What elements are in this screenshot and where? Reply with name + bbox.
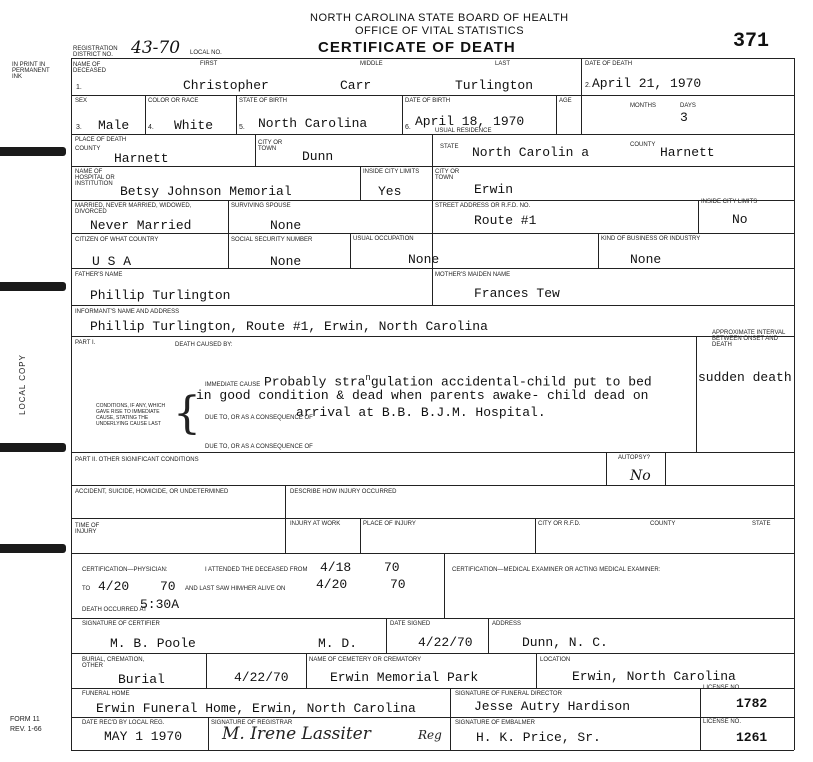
street-value: Route #1: [474, 213, 537, 228]
side-label: LOCAL COPY: [17, 354, 27, 415]
rule: [71, 688, 794, 689]
divider: [255, 134, 256, 166]
divider: [698, 200, 699, 233]
certifier-sig-label: SIGNATURE OF CERTIFIER: [82, 621, 160, 627]
describe-injury-label: DESCRIBE HOW INJURY OCCURRED: [290, 489, 397, 495]
autopsy-value: No: [630, 468, 651, 484]
mother-value: Frances Tew: [474, 286, 560, 301]
divider: [665, 452, 666, 485]
middle-name-value: Carr: [340, 78, 372, 93]
business-label: KIND OF BUSINESS OR INDUSTRY: [601, 236, 701, 242]
informant-value: Phillip Turlington, Route #1, Erwin, North Carolina: [90, 319, 488, 334]
rule: [71, 452, 794, 453]
ssn-label: SOCIAL SECURITY NUMBER: [231, 237, 313, 243]
cause-line-2: in good condition & dead when parents awake- child dead on: [196, 388, 649, 403]
license-label: LICENSE NO.: [703, 685, 742, 691]
res-county-value: Harnett: [660, 145, 715, 160]
date-of-birth-value: April 18, 1970: [415, 114, 525, 129]
cause-line-3: arrival at B.B. B.J.M. Hospital.: [296, 405, 546, 420]
date-signed-value: 4/22/70: [418, 635, 473, 650]
cert-medical-label: CERTIFICATION—MEDICAL EXAMINER OR ACTING MEDICAL EXAMINER:: [452, 567, 661, 573]
divider: [700, 688, 701, 750]
first-name-value: Christopher: [183, 78, 269, 93]
date-of-birth-label: DATE OF BIRTH: [405, 98, 451, 104]
race-label: COLOR OR RACE: [148, 98, 199, 104]
registration-label: REGISTRATION DISTRICT NO.: [73, 46, 118, 58]
time-injury-label: TIME OF INJURY: [75, 523, 100, 535]
location-value: Erwin, North Carolina: [572, 669, 736, 684]
occurred-at-value: 5:30A: [140, 597, 180, 612]
marital-label: MARRIED, NEVER MARRIED, WIDOWED, DIVORCED: [75, 203, 192, 215]
hospital-label: NAME OF HOSPITAL OR INSTITUTION: [75, 169, 115, 187]
divider: [535, 518, 536, 553]
spouse-value: None: [270, 218, 302, 233]
rule: [71, 336, 794, 337]
burial-date-value: 4/22/70: [234, 670, 289, 685]
part-one-label: PART I.: [75, 340, 96, 346]
city-label: CITY OR TOWN: [258, 140, 283, 152]
embalmer-label: SIGNATURE OF EMBALMER: [455, 720, 535, 726]
registrar-mark: Reg: [418, 728, 442, 742]
divider: [285, 518, 286, 553]
interval-label: APPROXIMATE INTERVAL BETWEEN ONSET AND DEATH: [712, 330, 786, 348]
state-of-birth-label: STATE OF BIRTH: [239, 98, 288, 104]
divider: [606, 452, 607, 485]
business-value: None: [630, 252, 662, 267]
divider: [450, 688, 451, 750]
injury-county-label: COUNTY: [650, 521, 676, 527]
divider: [432, 134, 433, 268]
place-injury-label: PLACE OF INJURY: [363, 521, 416, 527]
field-number: 3.: [76, 124, 82, 131]
cemetery-value: Erwin Memorial Park: [330, 670, 479, 685]
last-name-value: Turlington: [455, 78, 534, 93]
funeral-director-value: Jesse Autry Hardison: [474, 699, 631, 714]
county-label: COUNTY: [75, 146, 101, 152]
margin-tab: [0, 544, 66, 553]
res-inside-city-value: No: [732, 212, 748, 227]
rule: [71, 717, 794, 718]
father-label: FATHER'S NAME: [75, 272, 123, 278]
divider: [581, 58, 582, 134]
sex-label: SEX: [75, 98, 88, 104]
city-rfd-label: CITY OR R.F.D.: [538, 521, 581, 527]
last-saw-year: 70: [390, 577, 406, 592]
funeral-license-value: 1782: [736, 696, 768, 711]
registration-value: 43-70: [131, 38, 181, 58]
spouse-label: SURVIVING SPOUSE: [231, 203, 291, 209]
cert-physician-label: CERTIFICATION—PHYSICIAN:: [82, 567, 168, 573]
field-number: 5.: [239, 124, 245, 131]
mother-label: MOTHER'S MAIDEN NAME: [435, 272, 511, 278]
rule: [71, 485, 794, 486]
divider: [208, 717, 209, 750]
embalmer-license-value: 1261: [736, 730, 768, 745]
divider: [360, 518, 361, 553]
place-of-death-label: PLACE OF DEATH: [75, 137, 127, 143]
burial-label: BURIAL, CREMATION, OTHER: [82, 657, 145, 669]
due-to-label-2: DUE TO, OR AS A CONSEQUENCE OF: [205, 444, 313, 450]
divider: [696, 336, 697, 452]
last-saw-value: 4/20: [316, 577, 348, 592]
divider: [145, 95, 146, 134]
informant-label: INFORMANT'S NAME AND ADDRESS: [75, 309, 180, 315]
res-state-value: North Carolin a: [472, 145, 590, 160]
divider: [350, 233, 351, 268]
funeral-director-label: SIGNATURE OF FUNERAL DIRECTOR: [455, 691, 562, 697]
divider: [386, 618, 387, 653]
rule: [71, 305, 794, 306]
ink-note: IN PRINT IN PERMANENT INK: [12, 62, 50, 80]
occupation-label: USUAL OCCUPATION: [353, 236, 414, 242]
res-city-value: Erwin: [474, 182, 514, 197]
divider: [236, 95, 237, 134]
certificate-title: CERTIFICATE OF DEATH: [318, 39, 516, 56]
field-number: 1.: [76, 84, 82, 91]
rule: [71, 58, 794, 59]
accident-label: ACCIDENT, SUICIDE, HOMICIDE, OR UNDETERMINED: [75, 489, 229, 495]
divider: [206, 653, 207, 688]
last-name-label: LAST: [495, 61, 511, 67]
inside-city-value: Yes: [378, 184, 402, 199]
date-signed-label: DATE SIGNED: [390, 621, 431, 627]
field-number: 2.: [585, 82, 591, 89]
certifier-value: M. B. Poole: [110, 636, 196, 651]
citizen-value: U S A: [92, 254, 132, 269]
attended-label: I ATTENDED THE DECEASED FROM: [205, 567, 308, 573]
location-label: LOCATION: [540, 657, 571, 663]
divider: [360, 166, 361, 200]
form-border-left: [71, 58, 72, 750]
local-no-label: LOCAL NO.: [190, 50, 222, 56]
form-revision: REV. 1-66: [10, 726, 42, 733]
funeral-home-label: FUNERAL HOME: [82, 691, 130, 697]
divider: [488, 618, 489, 653]
form-number: FORM 11: [10, 716, 40, 723]
cause-interval-value: sudden death: [698, 370, 792, 385]
agency-heading: NORTH CAROLINA STATE BOARD OF HEALTH: [310, 12, 569, 24]
attended-to-year: 70: [160, 579, 176, 594]
divider: [536, 653, 537, 688]
divider: [556, 95, 557, 134]
attended-from-year: 70: [384, 560, 400, 575]
citizen-label: CITIZEN OF WHAT COUNTRY: [75, 237, 159, 243]
attended-to-value: 4/20: [98, 579, 130, 594]
bracket: {: [173, 388, 201, 439]
last-saw-label: AND LAST SAW HIM/HER ALIVE ON: [185, 586, 286, 592]
rule: [71, 518, 794, 519]
field-number: 4.: [148, 124, 154, 131]
inside-city-label: INSIDE CITY LIMITS: [363, 169, 420, 175]
divider: [444, 553, 445, 618]
cemetery-label: NAME OF CEMETERY OR CREMATORY: [309, 657, 422, 663]
rule: [71, 95, 794, 96]
name-label: NAME OF DECEASED: [73, 62, 107, 74]
res-inside-city-label: INSIDE CITY LIMITS: [701, 199, 758, 205]
rule: [71, 553, 794, 554]
registrar-signature: M. Irene Lassiter: [222, 724, 371, 744]
rule: [71, 750, 794, 751]
days-label: DAYS: [680, 103, 696, 109]
marital-value: Never Married: [90, 218, 192, 233]
divider: [228, 200, 229, 268]
part-two-label: PART II. OTHER SIGNIFICANT CONDITIONS: [75, 457, 199, 463]
certificate-number: 371: [733, 30, 770, 53]
due-to-label: DUE TO, OR AS A CONSEQUENCE OF: [205, 415, 313, 421]
embalmer-license-label: LICENSE NO.: [703, 719, 742, 725]
cause-line-1: Probably stra$^n$gulation accidental-child put to bed: [264, 373, 652, 390]
registrar-sig-label: SIGNATURE OF REGISTRAR: [211, 720, 293, 726]
street-label: STREET ADDRESS OR R.F.D. NO.: [435, 203, 531, 209]
death-county-value: Harnett: [114, 151, 169, 166]
father-value: Phillip Turlington: [90, 288, 231, 303]
margin-tab: [0, 147, 66, 156]
race-value: White: [174, 118, 214, 133]
usual-residence-label: USUAL RESIDENCE: [435, 128, 492, 134]
rule: [71, 618, 794, 619]
conditions-label: CONDITIONS, IF ANY, WHICH GAVE RISE TO IMMEDIATE CAUSE, STATING THE UNDERLYING CAUSE LAST: [96, 403, 166, 427]
date-of-death-label: DATE OF DEATH: [585, 61, 633, 67]
middle-name-label: MIDDLE: [360, 61, 383, 67]
embalmer-value: H. K. Price, Sr.: [476, 730, 601, 745]
divider: [598, 233, 599, 268]
death-city-value: Dunn: [302, 149, 334, 164]
certifier-title-value: M. D.: [318, 636, 358, 651]
months-label: MONTHS: [630, 103, 656, 109]
immediate-cause-label: IMMEDIATE CAUSE: [205, 382, 261, 388]
divider: [306, 653, 307, 688]
rule: [71, 653, 794, 654]
burial-value: Burial: [118, 672, 165, 687]
autopsy-label: AUTOPSY?: [618, 455, 650, 461]
date-received-value: MAY 1 1970: [104, 729, 183, 744]
divider: [432, 268, 433, 305]
age-label: AGE: [559, 98, 572, 104]
date-received-label: DATE REC'D BY LOCAL REG.: [82, 720, 165, 726]
res-city-label: CITY OR TOWN: [435, 169, 460, 181]
address-value: Dunn, N. C.: [522, 635, 608, 650]
occurred-at-label: DEATH OCCURRED AT: [82, 607, 147, 613]
injury-state-label: STATE: [752, 521, 771, 527]
attended-from-value: 4/18: [320, 560, 352, 575]
state-label: STATE: [440, 144, 459, 150]
office-heading: OFFICE OF VITAL STATISTICS: [355, 25, 525, 37]
state-of-birth-value: North Carolina: [258, 116, 368, 131]
ssn-value: None: [270, 254, 302, 269]
first-name-label: FIRST: [200, 61, 218, 67]
occupation-value: None: [408, 252, 440, 267]
res-county-label: COUNTY: [630, 142, 656, 148]
age-days-value: 3: [680, 110, 688, 125]
field-number: 6.: [405, 124, 411, 131]
margin-tab: [0, 443, 66, 452]
divider: [402, 95, 403, 134]
funeral-home-value: Erwin Funeral Home, Erwin, North Carolina: [96, 701, 416, 716]
address-label: ADDRESS: [492, 621, 522, 627]
divider: [285, 485, 286, 518]
margin-tab: [0, 282, 66, 291]
injury-at-work-label: INJURY AT WORK: [290, 521, 341, 527]
hospital-value: Betsy Johnson Memorial: [120, 184, 292, 199]
to-label: TO: [82, 586, 91, 592]
form-border-right: [794, 58, 795, 750]
sex-value: Male: [98, 118, 130, 133]
date-of-death-value: April 21, 1970: [592, 76, 702, 91]
death-caused-by-label: DEATH CAUSED BY:: [175, 342, 233, 348]
